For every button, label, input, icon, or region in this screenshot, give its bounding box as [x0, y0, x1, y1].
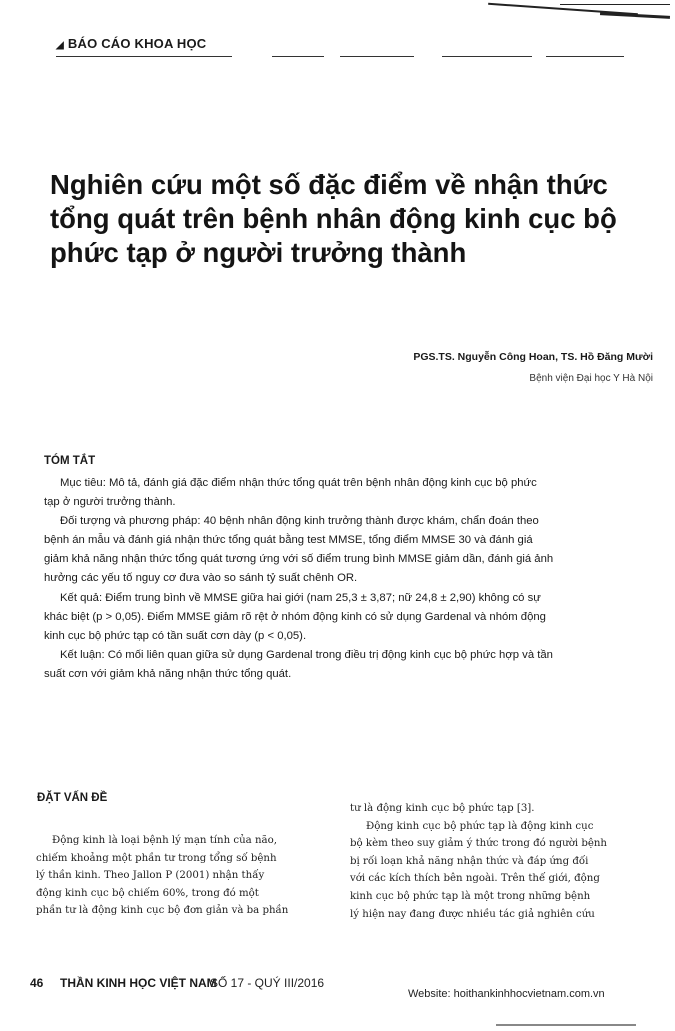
section-label-text: BÁO CÁO KHOA HỌC — [67, 36, 207, 51]
body-line: Động kinh cục bộ phức tạp là động kinh cục — [366, 820, 594, 832]
page-number: 46 — [30, 976, 44, 990]
website-label: Website: hoithankinhhocvietnam.com.vn — [408, 988, 605, 1000]
body-line: phần tư là động kinh cục bộ đơn giản và ba phần — [36, 905, 289, 917]
body-line: lý hiện nay đang được nhiều tác giả nghiên cứu — [350, 908, 595, 920]
abstract-line: tạp ở người trưởng thành. — [44, 496, 176, 509]
body-line: kinh cục bộ phức tạp là một trong những bệnh — [350, 890, 591, 902]
issue-label: SỐ 17 - QUÝ III/2016 — [210, 976, 325, 990]
header-rule — [340, 56, 414, 57]
scan-streak — [496, 1024, 636, 1026]
right-column — [350, 800, 650, 923]
abstract-line: Mục tiêu: Mô tả, đánh giá đặc điểm nhận thức tổng quát trên bệnh nhân động kinh cục bộ phức — [60, 477, 537, 489]
header-rule — [546, 56, 624, 57]
left-column — [36, 832, 330, 920]
abstract-line: bệnh án mẫu và đánh giá nhận thức tổng quát bằng test MMSE, tổng điểm MMSE 30 và đánh giá — [44, 534, 533, 547]
header-rule — [272, 56, 324, 57]
body-line: với các kích thích bên ngoài. Trên thế giới, động — [350, 873, 600, 885]
affiliation: Bệnh viện Đại học Y Hà Nội — [529, 373, 653, 384]
abstract-heading: TÓM TẮT — [44, 455, 96, 467]
title-line: tổng quát trên bệnh nhân động kinh cục bộ — [50, 203, 617, 234]
title-line: phức tạp ở người trưởng thành — [50, 237, 467, 268]
title-line: Nghiên cứu một số đặc điểm về nhận thức — [50, 169, 608, 200]
abstract-line: Kết quả: Điểm trung bình về MMSE giữa hai giới (nam 25,3 ± 3,87; nữ 24,8 ± 2,90) không có sự — [60, 591, 541, 604]
body-line: Động kinh là loại bệnh lý mạn tính của não, — [52, 835, 277, 846]
body-line: tư là động kinh cục bộ phức tạp [3]. — [350, 803, 535, 814]
abstract-line: khác biệt (p > 0,05). Điểm MMSE giảm rõ rệt ở nhóm động kinh có sử dụng Gardenal và nhóm động — [44, 610, 546, 623]
abstract-line: hưởng các yếu tố nguy cơ đưa vào so sánh tỷ suất chênh OR. — [44, 572, 358, 585]
body-line: bộ kèm theo suy giảm ý thức trong đó người bệnh — [350, 838, 607, 850]
abstract-line: suất cơn với giảm khả năng nhận thức tổng quát. — [44, 667, 292, 680]
abstract-line: giảm khả năng nhận thức tổng quát tương ứng với số điểm trung bình MMSE giảm dần, đánh giá ảnh — [44, 553, 554, 566]
header-underline — [56, 56, 232, 57]
abstract-line: kinh cục bộ phức tạp có tần suất cơn dày (p < 0,05). — [44, 629, 307, 642]
scan-streak — [560, 4, 670, 5]
body-line: chiếm khoảng một phần tư trong tổng số bệnh — [36, 852, 277, 864]
section-heading: ĐẶT VẤN ĐỀ — [37, 792, 108, 804]
scan-streak — [600, 12, 670, 19]
header-rule — [442, 56, 532, 57]
article-title — [50, 168, 660, 270]
body-line: bị rối loạn khả năng nhận thức và đáp ứng đối — [350, 855, 589, 867]
authors: PGS.TS. Nguyễn Công Hoan, TS. Hồ Đăng Mười — [413, 351, 653, 363]
section-label — [56, 36, 206, 51]
abstract-body — [44, 474, 656, 684]
triangle-icon: ◢ — [56, 40, 64, 51]
journal-name: THẦN KINH HỌC VIỆT NAM — [60, 976, 217, 990]
body-line: động kinh cục bộ chiếm 60%, trong đó một — [36, 887, 259, 899]
abstract-line: Đối tượng và phương pháp: 40 bệnh nhân động kinh trưởng thành được khám, chẩn đoán theo — [60, 515, 539, 528]
abstract-line: Kết luận: Có mối liên quan giữa sử dụng Gardenal trong điều trị động kinh cục bộ phức hợp và tần — [60, 648, 553, 661]
body-line: lý thần kinh. Theo Jallon P (2001) nhận thấy — [36, 870, 265, 882]
